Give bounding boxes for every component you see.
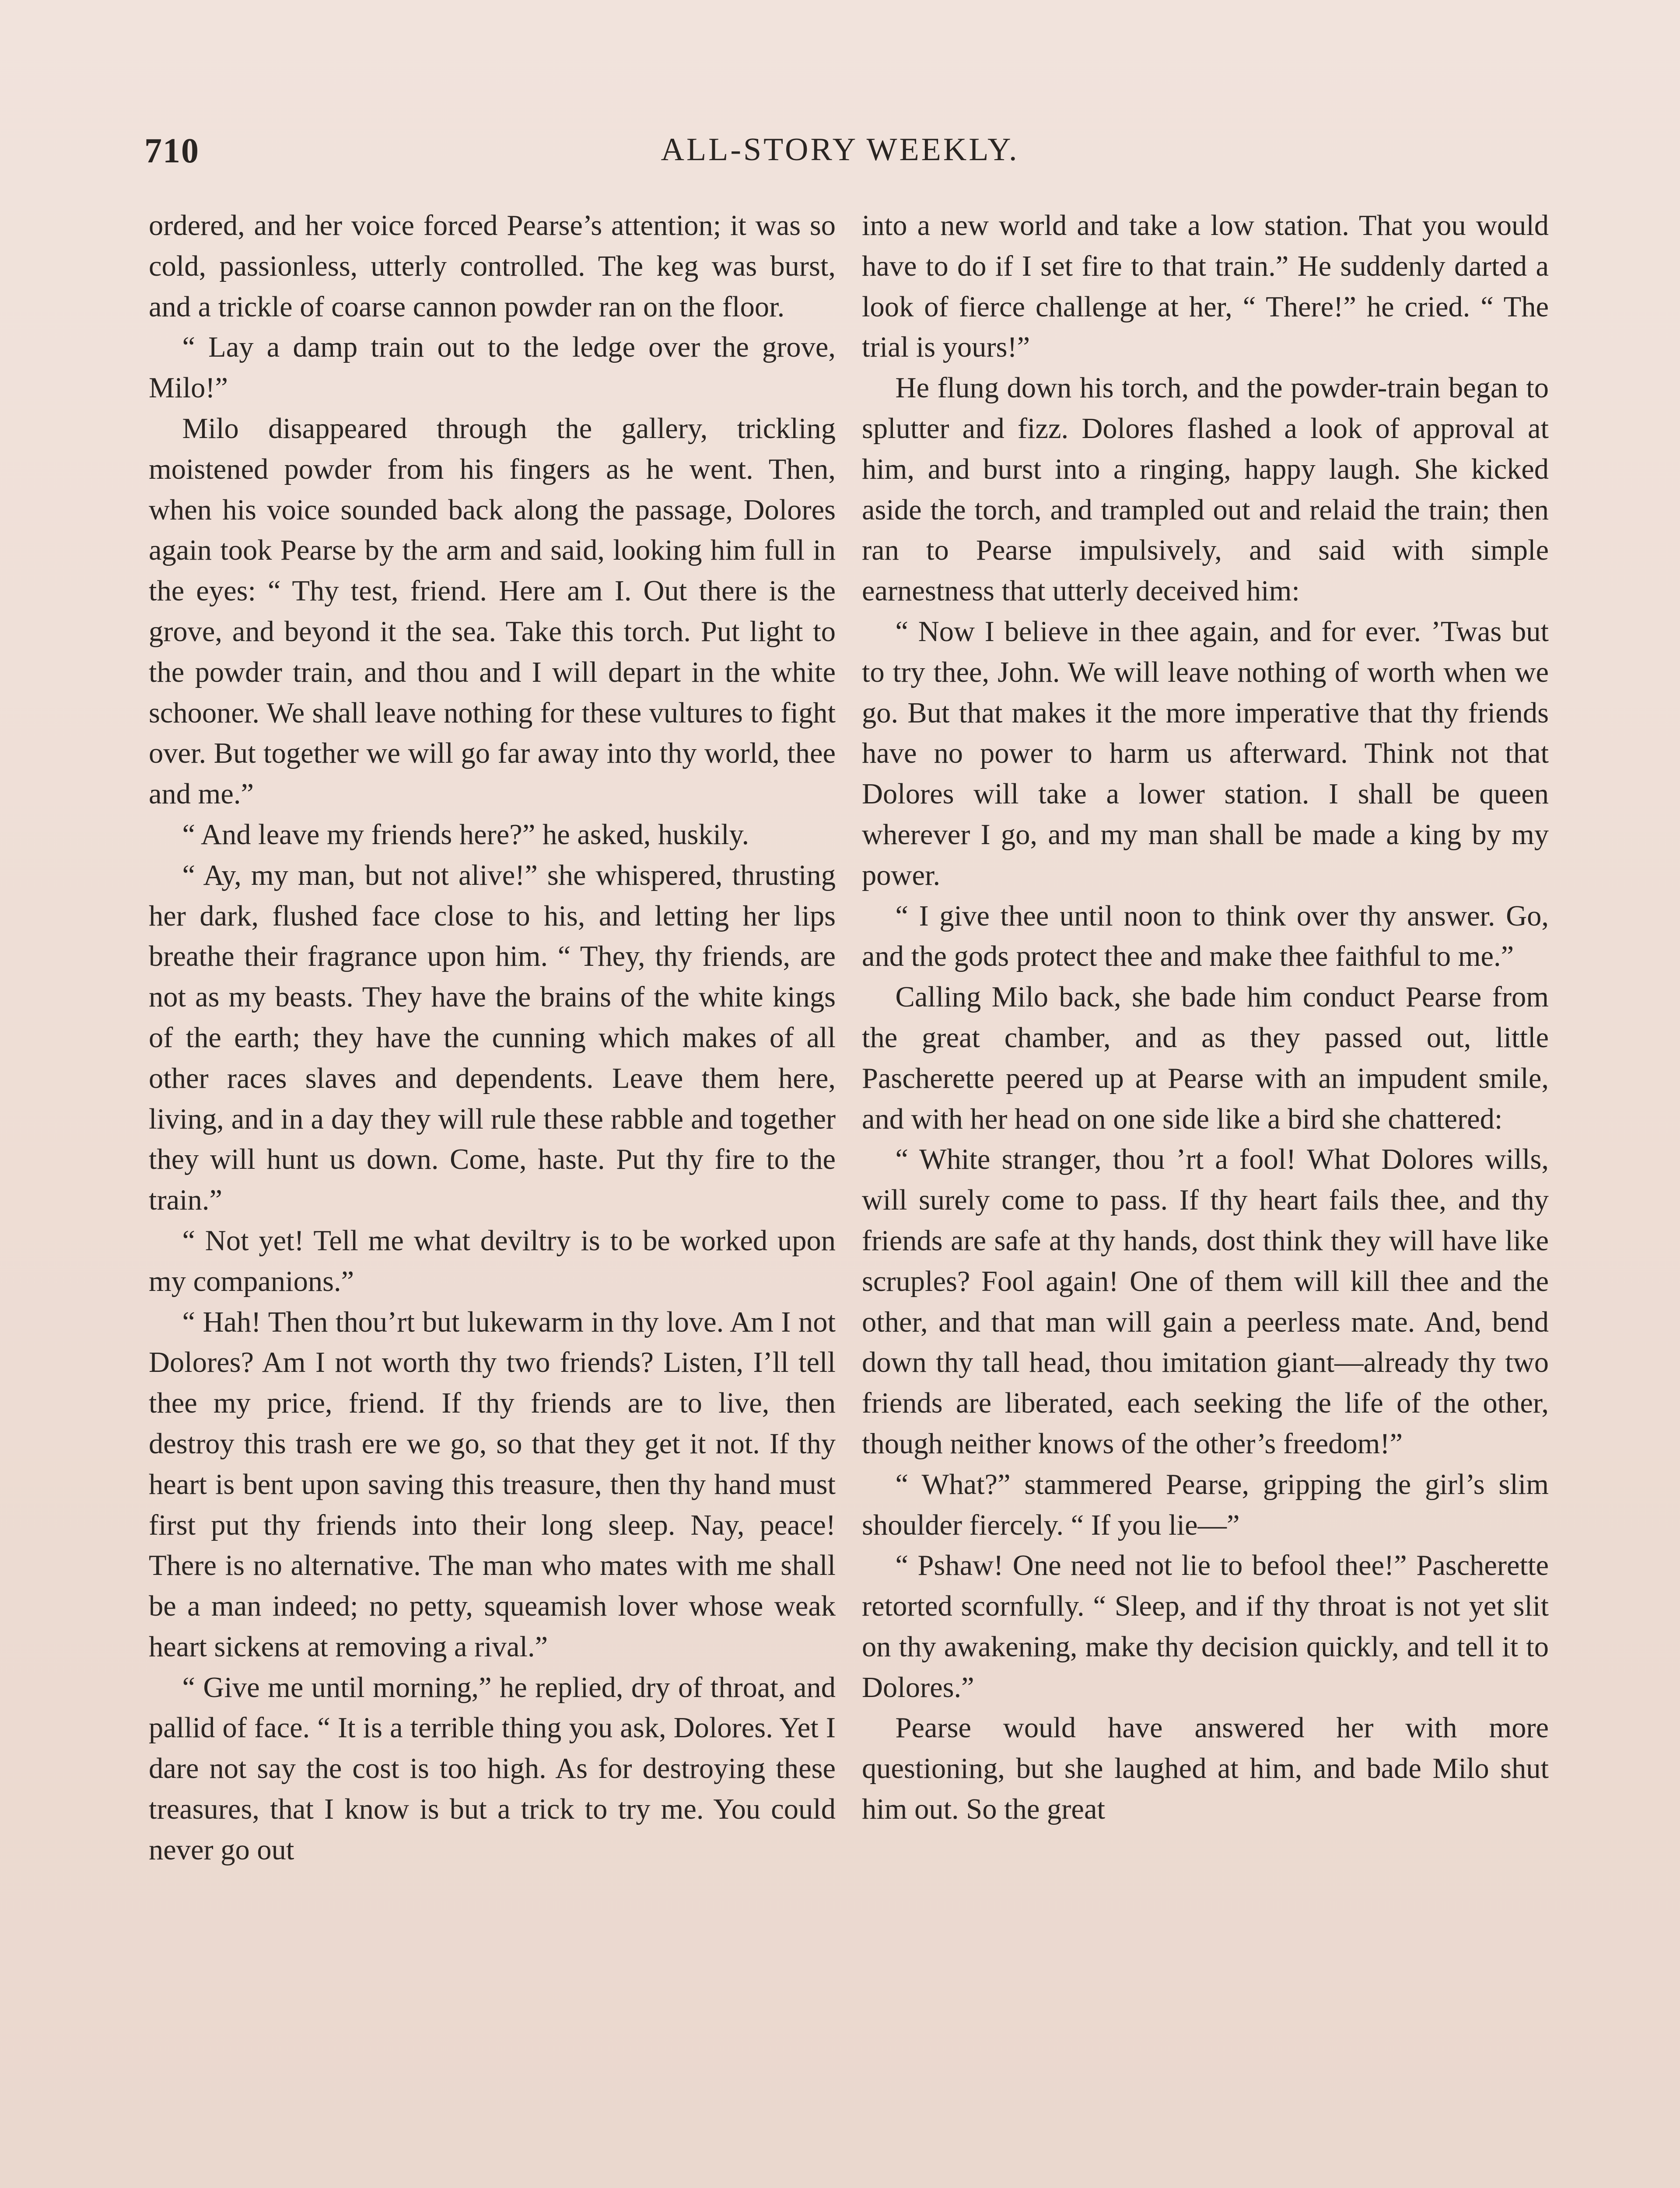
paragraph: “ And leave my friends here?” he asked, huskily.: [182, 818, 749, 851]
paragraph: He flung down his torch, and the powder-train began to splutter and fizz. Dolores flashed a look of approval at him, and burst into a ringing, happy laugh. She kicked aside the torch, and trampled out and relaid the train; then ran to Pearse impulsively, and said with simple earnestness that utterly deceived him:: [862, 372, 1549, 607]
paragraph: “ Hah! Then thou’rt but lukewarm in thy love. Am I not Dolores? Am I not worth thy two friends? Listen, I’ll tell thee my price, friend. If thy friends are to live, then destroy this trash ere we go, so that they get it not. If thy heart is bent upon saving this treasure, then thy hand must first put thy friends into their long sleep. Nay, peace! There is no alternative. The man who mates with me shall be a man indeed; no petty, squeamish lover whose weak heart sickens at removing a rival.”: [149, 1306, 836, 1663]
paragraph: “ Pshaw! One need not lie to befool thee!” Pascherette retorted scornfully. “ Sleep, and if thy throat is not yet slit on thy awakening, make thy decision quickly, and tell it to Dolores.”: [862, 1550, 1549, 1704]
paragraph: Calling Milo back, she bade him conduct Pearse from the great chamber, and as they passed out, little Pascherette peered up at Pearse with an impudent smile, and with her head on one side like a bird she chattered:: [862, 981, 1549, 1135]
page-number: 710: [144, 132, 200, 170]
paragraph: Milo disappeared through the gallery, trickling moistened powder from his fingers as he went. Then, when his voice sounded back along the passage, Dolores again took Pearse by the arm and said, looking him full in the eyes: “ Thy test, friend. Here am I. Out there is the grove, and beyond it the sea. Take this torch. Put light to the powder train, and thou and I will depart in the white schooner. We shall leave nothing for these vultures to fight over. But together we will go far away into thy world, thee and me.”: [149, 412, 836, 810]
paragraph: “ Give me until morning,” he replied, dry of throat, and pallid of face. “ It is a terrible thing you ask, Dolores. Yet I dare not say the cost is too high. As for destroying these treasures, that I know is but a trick to try me. You could never go out: [149, 1671, 836, 1866]
running-head: ALL-STORY WEEKLY.: [661, 132, 1019, 168]
paragraph: “ Lay a damp train out to the ledge over the grove, Milo!”: [149, 331, 836, 404]
paragraph: “ Not yet! Tell me what deviltry is to be worked upon my companions.”: [149, 1224, 836, 1297]
left-column: [149, 206, 836, 2188]
paragraph: “ White stranger, thou ’rt a fool! What Dolores wills, will surely come to pass. If thy heart fails thee, and thy friends are safe at thy hands, dost think they will have like scruples? Fool again! One of them will kill thee and the other, and that man will gain a peerless mate. And, bend down thy tall head, thou imitation giant—already thy two friends are liberated, each seeking the life of the other, though neither knows of the other’s freedom!”: [862, 1143, 1549, 1460]
page-header: [144, 131, 1536, 179]
paragraph: “ What?” stammered Pearse, gripping the girl’s slim shoulder fiercely. “ If you lie—”: [862, 1468, 1549, 1541]
paragraph: “ Now I believe in thee again, and for ever. ’Twas but to try thee, John. We will leave nothing of worth when we go. But that makes it the more imperative that thy friends have no power to harm us afterward. Think not that Dolores will take a lower station. I shall be queen wherever I go, and my man shall be made a king by my power.: [862, 615, 1549, 891]
paragraph: into a new world and take a low station. That you would have to do if I set fire to that train.” He suddenly darted a look of fierce challenge at her, “ There!” he cried. “ The trial is yours!”: [862, 210, 1549, 364]
paragraph: “ Ay, my man, but not alive!” she whispered, thrusting her dark, flushed face close to his, and letting her lips breathe their fragrance upon him. “ They, thy friends, are not as my beasts. They have the brains of the white kings of the earth; they have the cunning which makes of all other races slaves and dependents. Leave them here, living, and in a day they will rule these rabble and together they will hunt us down. Come, haste. Put thy fire to the train.”: [149, 859, 836, 1217]
right-column: [862, 206, 1549, 2188]
paragraph: ordered, and her voice forced Pearse’s attention; it was so cold, passionless, utterly controlled. The keg was burst, and a trickle of coarse cannon powder ran on the floor.: [149, 210, 836, 323]
paragraph: “ I give thee until noon to think over thy answer. Go, and the gods protect thee and make thee faithful to me.”: [862, 900, 1549, 973]
paragraph: Pearse would have answered her with more questioning, but she laughed at him, and bade Milo shut him out. So the great: [862, 1712, 1549, 1826]
